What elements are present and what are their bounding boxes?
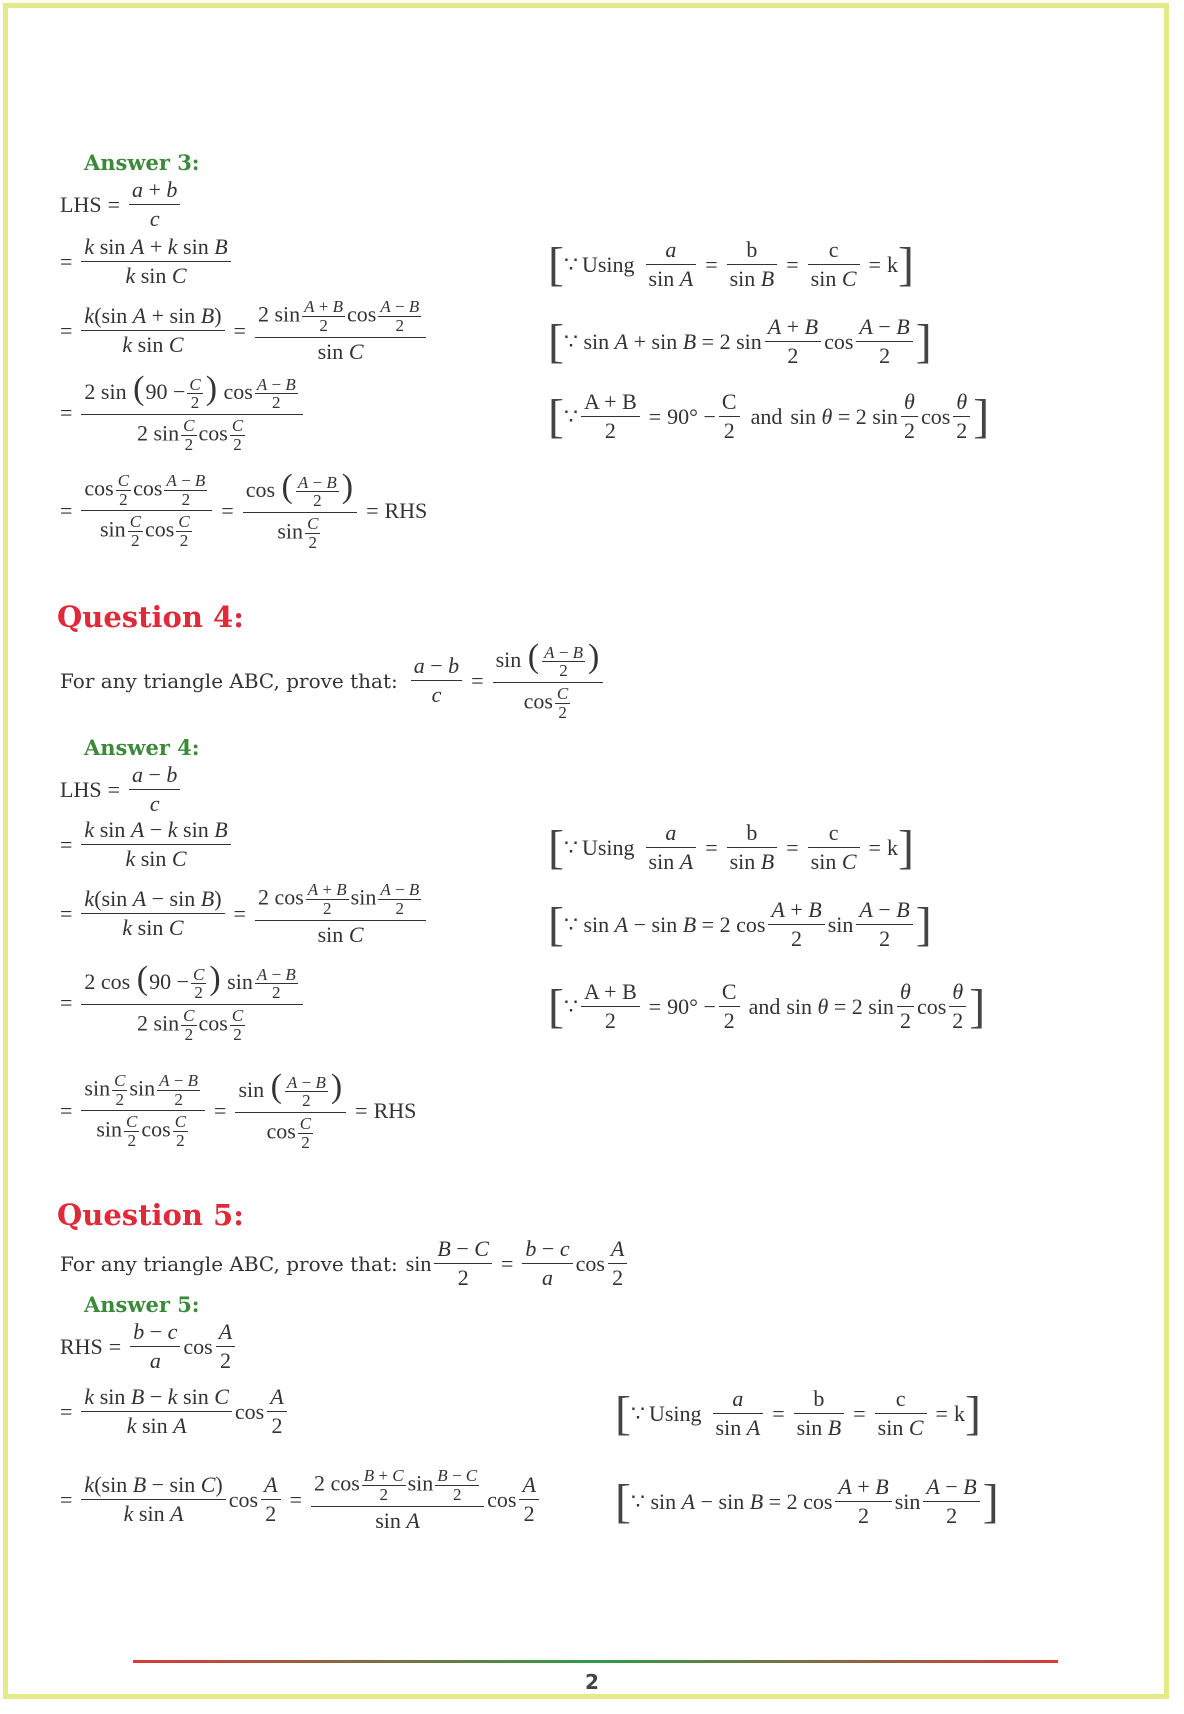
rhs-label: RHS bbox=[384, 497, 428, 523]
a3-step4: = cos $\frac{C}{2}$ cos $\frac{A - B}{2}$ sin $\frac{C}{2}$ cos $\frac{C}{2}$ = cos ( $\frac{A - B}{2}$ ) sin $\frac{C}{2}$ = RHS bbox=[60, 468, 428, 553]
lhs-label: LHS bbox=[60, 191, 102, 217]
a3-lhs-line: LHS = $\frac{a + b}{c}$ bbox=[60, 178, 183, 231]
lhs-label: LHS bbox=[60, 776, 102, 802]
using-label: Using bbox=[581, 834, 635, 860]
answer-3-title: Answer 3: bbox=[84, 150, 200, 175]
using-label: Using bbox=[581, 251, 635, 277]
a4-step3: = 2 cos (90 − $\frac{C}{2}$ ) sin $\frac{A - B}{2}$ 2 sin $\frac{C}{2}$ cos $\frac{C}{2}$ bbox=[60, 962, 306, 1044]
question-5-title: Question 5: bbox=[57, 1198, 244, 1232]
a3-reason2: [ ∵ sin A + sin B = 2 sin A + B 2 cos A − B 2 ] bbox=[548, 314, 932, 369]
and-label: and bbox=[750, 403, 783, 429]
a4-reason1: [ ∵ Using $\frac{a}{\text{sin A}}$ = $\frac{b}{\text{sin B}}$ = $\frac{c}{\text{sin C}}$ = k ] bbox=[548, 820, 914, 875]
a4-step4: = sin $\frac{C}{2}$ sin $\frac{A - B}{2}$ sin $\frac{C}{2}$ cos $\frac{C}{2}$ = sin ( $\frac{A - B}{2}$ ) cos $\frac{C}{2}$ = RHS bbox=[60, 1068, 417, 1153]
a5-step2: = $\frac{\text{k(sin B − sin C)}}{\text{k sin A}}$ cos $\frac{A}{2}$ = 2 cos $\frac{B + C}{2}$ sin $\frac{B - C}{2}$ sin A cos A 2 bbox=[60, 1467, 542, 1533]
and-label: and bbox=[748, 993, 781, 1019]
question-4-title: Question 4: bbox=[57, 600, 244, 634]
a3-reason1: [ ∵ Using $\frac{a}{\text{sin A}}$ = $\frac{b}{\text{sin B}}$ = $\frac{c}{\text{sin C}}$ = k ] bbox=[548, 237, 914, 292]
rhs-label: RHS bbox=[60, 1333, 103, 1359]
a4-reason2: [ ∵ sin A − sin B = 2 cos A + B 2 sin A − B 2 ] bbox=[548, 897, 932, 952]
footer-divider bbox=[133, 1660, 1058, 1663]
answer-4-title: Answer 4: bbox=[84, 735, 200, 760]
answer-5-title: Answer 5: bbox=[84, 1292, 200, 1317]
a4-step1: = $\frac{\text{k sin A − k sin B}}{\text{k sin C}}$ bbox=[60, 818, 234, 871]
q5-prompt: For any triangle ABC, prove that: bbox=[60, 1251, 398, 1276]
rhs-label: RHS bbox=[373, 1097, 417, 1123]
a5-rhs-line: RHS = $\frac{b - c}{a}$ cos A 2 bbox=[60, 1320, 238, 1373]
q4-prompt: For any triangle ABC, prove that: bbox=[60, 668, 398, 693]
a5-reason2: [ ∵ sin A − sin B = 2 cos A + B 2 sin A − B 2 ] bbox=[615, 1474, 999, 1529]
a3-step1: = $\frac{\text{k sin A + k sin B}}{\text{k sin C}}$ bbox=[60, 235, 234, 288]
a3-step2: = $\frac{\text{k(sin A + sin B)}}{\text{k sin C}}$ = 2 sin $\frac{A + B}{2}$ cos $\frac{A - B}{2}$ sin C bbox=[60, 298, 429, 364]
q5-statement: For any triangle ABC, prove that: sin $\frac{B - C}{2}$ = $\frac{b - c}{a}$ cos A 2 bbox=[60, 1237, 630, 1290]
a5-reason1: [ ∵ Using $\frac{a}{\text{sin A}}$ = $\frac{b}{\text{sin B}}$ = $\frac{c}{\text{sin C}}$ = k ] bbox=[615, 1386, 981, 1441]
a4-reason3: [ ∵ $\frac{A + B}{2}$ = 90° − $\frac{C}{2}$ and sin θ = 2 sin θ 2 cos θ 2 ] bbox=[548, 979, 986, 1034]
a5-step1: = $\frac{\text{k sin B − k sin C}}{\text{k sin A}}$ cos A 2 bbox=[60, 1385, 290, 1438]
page-number: 2 bbox=[585, 1670, 599, 1694]
a4-lhs-line: LHS = $\frac{a - b}{c}$ bbox=[60, 763, 183, 816]
using-label: Using bbox=[648, 1400, 702, 1426]
a3-reason3: [ ∵ $\frac{A + B}{2}$ = 90° − $\frac{C}{2}$ and sin θ = 2 sin θ 2 cos θ 2 ] bbox=[548, 389, 990, 444]
q4-statement: For any triangle ABC, prove that: $\frac{a - b}{c}$ = sin ( $\frac{A - B}{2}$ ) cos $\frac{C}{2}$ bbox=[60, 640, 606, 722]
a3-step3: = 2 sin (90 − $\frac{C}{2}$ ) cos $\frac{A - B}{2}$ 2 sin $\frac{C}{2}$ cos $\frac{C}{2}$ bbox=[60, 372, 306, 454]
a4-step2: = $\frac{\text{k(sin A − sin B)}}{\text{k sin C}}$ = 2 cos $\frac{A + B}{2}$ sin $\frac{A - B}{2}$ sin C bbox=[60, 881, 429, 947]
